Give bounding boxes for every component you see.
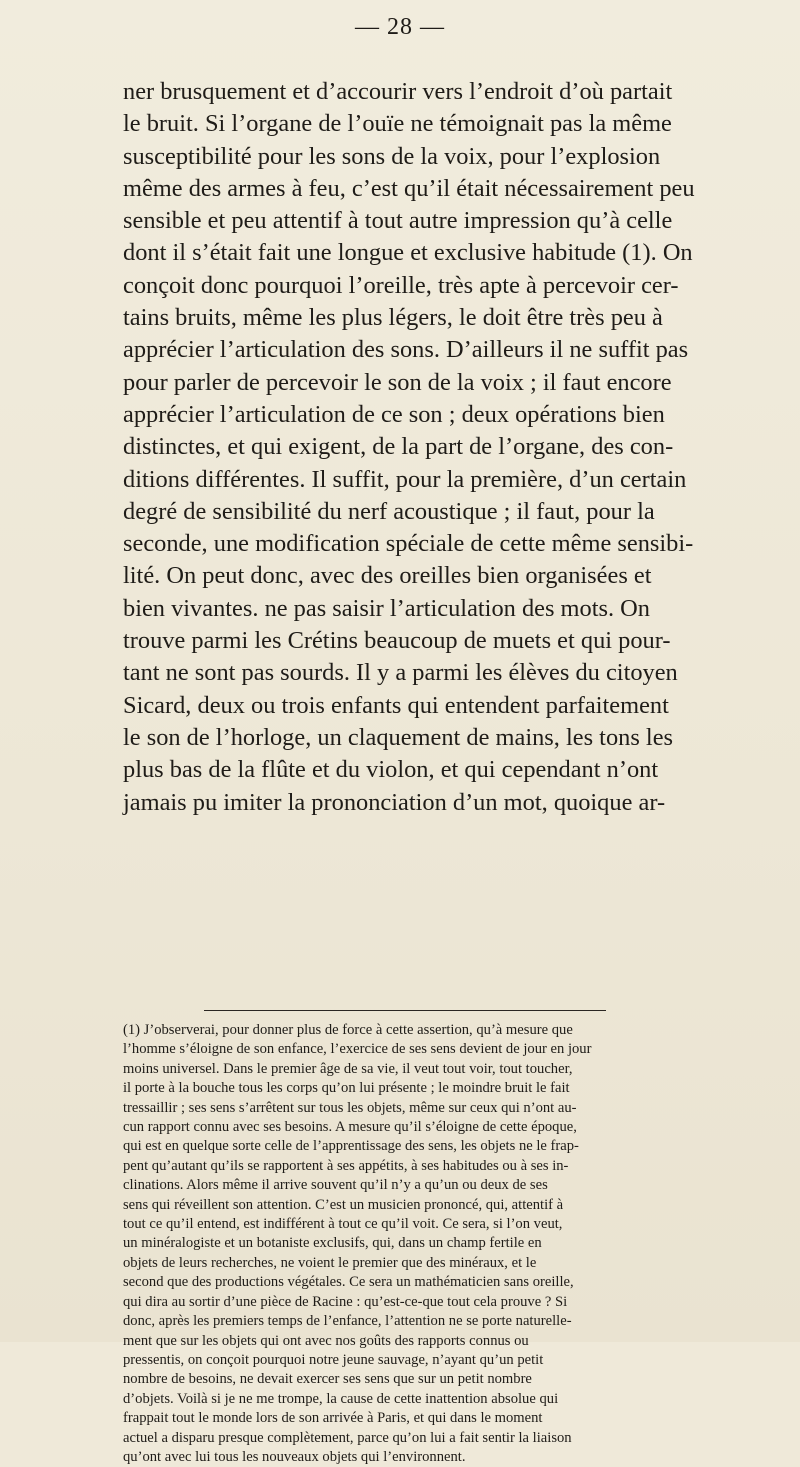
footnote-line: frappait tout le monde lors de son arrivée à Paris, et qui dans le moment bbox=[123, 1410, 543, 1427]
text-line: tains bruits, même les plus légers, le doit être très peu à bbox=[123, 304, 663, 332]
footnote-line: un minéralogiste et un botaniste exclusifs, qui, dans un champ fertile en bbox=[123, 1235, 542, 1252]
footnote-line: pent qu’autant qu’ils se rapportent à ses appétits, à ses habitudes ou à ses in- bbox=[123, 1157, 569, 1174]
text-line: degré de sensibilité du nerf acoustique ; il faut, pour la bbox=[123, 497, 655, 525]
footnote-line: cun rapport connu avec ses besoins. A mesure qu’il s’éloigne de cette époque, bbox=[123, 1119, 577, 1136]
text-line: apprécier l’articulation de ce son ; deux opérations bien bbox=[123, 400, 665, 428]
footnote-line: qui dira au sortir d’une pièce de Racine : qu’est-ce-que tout cela prouve ? Si bbox=[123, 1293, 568, 1310]
footnote-line: actuel a disparu presque complètement, parce qu’on lui a fait sentir la liaison bbox=[123, 1429, 572, 1446]
text-line: jamais pu imiter la prononciation d’un mot, quoique ar- bbox=[123, 788, 666, 816]
footnote-line: donc, après les premiers temps de l’enfance, l’attention ne se porte naturelle- bbox=[123, 1313, 572, 1330]
text-line: tant ne sont pas sourds. Il y a parmi les élèves du citoyen bbox=[123, 659, 678, 687]
footnote-line: ment que sur les objets qui ont avec nos goûts des rapports connus ou bbox=[123, 1332, 529, 1349]
text-line: ner brusquement et d’accourir vers l’endroit d’où partait bbox=[123, 78, 673, 105]
text-line: sensible et peu attentif à tout autre impression qu’à celle bbox=[123, 207, 673, 235]
footnote-line: tressaillir ; ses sens s’arrêtent sur tous les objets, même sur ceux qui n’ont au- bbox=[123, 1099, 577, 1116]
footnote-line: nombre de besoins, ne devait exercer ses sens que sur un petit nombre bbox=[123, 1371, 532, 1388]
text-line: plus bas de la flûte et du violon, et qui cependant n’ont bbox=[123, 756, 659, 784]
footnote-line: il porte à la bouche tous les corps qu’on lui présente ; le moindre bruit le fait bbox=[123, 1080, 570, 1097]
text-line: lité. On peut donc, avec des oreilles bien organisées et bbox=[123, 562, 652, 590]
text-line: pour parler de percevoir le son de la voix ; il faut encore bbox=[123, 368, 672, 396]
text-line: apprécier l’articulation des sons. D’ailleurs il ne suffit pas bbox=[123, 336, 689, 364]
main-text bbox=[123, 76, 800, 819]
text-line: le son de l’horloge, un claquement de mains, les tons les bbox=[123, 723, 674, 751]
text-line: susceptibilité pour les sons de la voix, pour l’explosion bbox=[123, 142, 661, 170]
text-line: ditions différentes. Il suffit, pour la première, d’un certain bbox=[123, 465, 687, 493]
footnote-line: qui est en quelque sorte celle de l’apprentissage des sens, les objets ne le frap- bbox=[123, 1138, 579, 1155]
text-line: Sicard, deux ou trois enfants qui entendent parfaitement bbox=[123, 691, 669, 719]
page-number: — 28 — bbox=[355, 14, 445, 40]
footnote-line: pressentis, on conçoit pourquoi notre jeune sauvage, n’ayant qu’un petit bbox=[123, 1351, 544, 1368]
footnote-line: second que des productions végétales. Ce sera un mathématicien sans oreille, bbox=[123, 1274, 574, 1291]
footnote-line: qu’ont avec lui tous les nouveaux objets qui l’environnent. bbox=[123, 1448, 466, 1465]
text-line: bien vivantes. ne pas saisir l’articulation des mots. On bbox=[123, 594, 650, 622]
text-line: le bruit. Si l’organe de l’ouïe ne témoignait pas la même bbox=[123, 110, 672, 138]
text-line: dont il s’était fait une longue et exclusive habitude (1). On bbox=[123, 239, 693, 267]
footnote-line: d’objets. Voilà si je ne me trompe, la cause de cette inattention absolue qui bbox=[123, 1390, 559, 1407]
footnote-line: clinations. Alors même il arrive souvent qu’il n’y a qu’un ou deux de ses bbox=[123, 1177, 548, 1194]
footnote-line: moins universel. Dans le premier âge de sa vie, il veut tout voir, tout toucher, bbox=[123, 1060, 573, 1077]
text-line: même des armes à feu, c’est qu’il était nécessairement peu bbox=[123, 174, 695, 202]
text-line: conçoit donc pourquoi l’oreille, très apte à percevoir cer- bbox=[123, 271, 679, 299]
text-line: seconde, une modification spéciale de cette même sensibi- bbox=[123, 530, 694, 558]
footnote bbox=[123, 1021, 800, 1467]
footnote-line: l’homme s’éloigne de son enfance, l’exercice de ses sens devient de jour en jour bbox=[123, 1041, 592, 1058]
text-line: distinctes, et qui exigent, de la part de l’organe, des con- bbox=[123, 433, 674, 461]
footnote-line: sens qui réveillent son attention. C’est un musicien prononcé, qui, attentif à bbox=[123, 1196, 564, 1213]
text-line: trouve parmi les Crétins beaucoup de muets et qui pour- bbox=[123, 627, 671, 655]
footnote-separator bbox=[204, 1010, 606, 1011]
footnote-line: tout ce qu’il entend, est indifférent à tout ce qu’il voit. Ce sera, si l’on veut, bbox=[123, 1216, 563, 1233]
footnote-line: objets de leurs recherches, ne voient le premier que des minéraux, et le bbox=[123, 1254, 537, 1271]
footnote-line: (1) J’observerai, pour donner plus de force à cette assertion, qu’à mesure que bbox=[123, 1022, 573, 1038]
